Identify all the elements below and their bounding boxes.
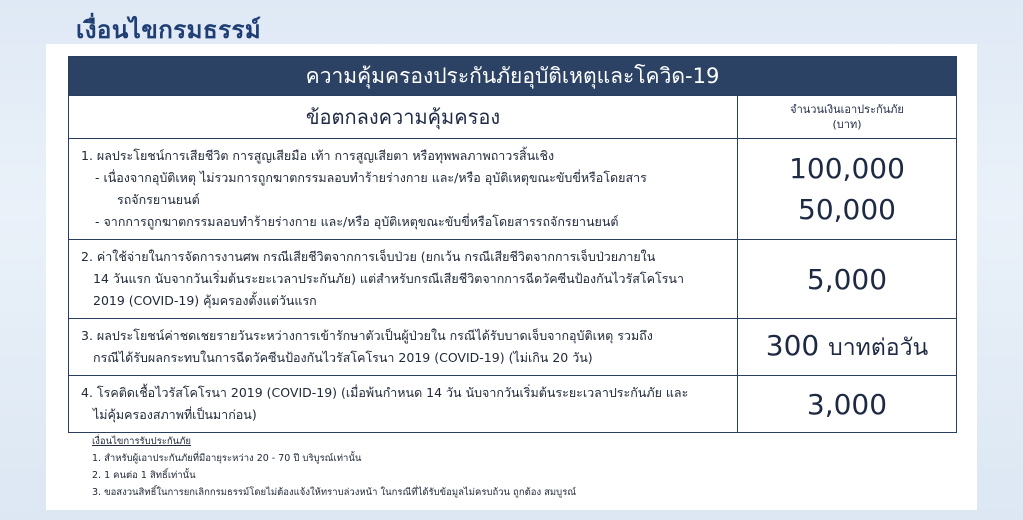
table-row — [69, 376, 957, 433]
item-text: ไม่คุ้มครองสภาพที่เป็นมาก่อน) — [93, 407, 257, 422]
coverage-item-3 — [69, 319, 738, 376]
column-header-amount — [738, 96, 957, 139]
table-banner: ความคุ้มครองประกันภัยอุบัติเหตุและโควิด-19 — [69, 57, 957, 96]
coverage-amount-1 — [738, 139, 957, 240]
amount-value: 100,000 — [789, 152, 905, 185]
coverage-amount-2: 5,000 — [738, 240, 957, 319]
column-header-coverage: ข้อตกลงความคุ้มครอง — [69, 96, 738, 139]
conditions-block — [92, 433, 576, 501]
coverage-item-1 — [69, 139, 738, 240]
coverage-amount-3 — [738, 319, 957, 376]
condition-item: 2. 1 คนต่อ 1 สิทธิ์เท่านั้น — [92, 470, 196, 481]
coverage-item-4 — [69, 376, 738, 433]
table-row — [69, 319, 957, 376]
column-header-amount-line1: จำนวนเงินเอาประกันภัย — [790, 103, 904, 116]
condition-item: 1. สำหรับผู้เอาประกันภัยที่มีอายุระหว่าง 20 - 70 ปี บริบูรณ์เท่านั้น — [92, 453, 362, 464]
item-text: 2. ค่าใช้จ่ายในการจัดการงานศพ กรณีเสียชีวิตจากการเจ็บป่วย (ยกเว้น กรณีเสียชีวิตจากการเจ็บป่วยภายใน — [81, 249, 656, 264]
page-title: เงื่อนไขกรมธรรม์ — [76, 16, 262, 44]
item-text: 2019 (COVID-19) คุ้มครองตั้งแต่วันแรก — [93, 293, 317, 308]
column-header-amount-line2: (บาท) — [832, 118, 862, 131]
amount-value: 300 — [765, 329, 820, 362]
table-row — [69, 240, 957, 319]
condition-item: 3. ขอสงวนสิทธิ์ในการยกเลิกกรมธรรม์โดยไม่ต้องแจ้งให้ทราบล่วงหน้า ในกรณีที่ได้รับข้อมูลไม่ครบถ้วน ถูกต้อง สมบูรณ์ — [92, 487, 577, 498]
item-text: - จากการถูกฆาตกรรมลอบทำร้ายร่างกาย และ/หรือ อุบัติเหตุขณะขับขี่หรือโดยสารรถจักรยานยนต์ — [95, 214, 619, 229]
item-text: 1. ผลประโยชน์การเสียชีวิต การสูญเสียมือ เท้า การสูญเสียตา หรือทุพพลภาพถาวรสิ้นเชิง — [81, 148, 555, 163]
coverage-panel — [46, 44, 977, 510]
coverage-table — [68, 56, 957, 433]
amount-unit: บาทต่อวัน — [828, 335, 929, 361]
item-text: - เนื่องจากอุบัติเหตุ ไม่รวมการถูกฆาตกรรมลอบทำร้ายร่างกาย และ/หรือ อุบัติเหตุขณะขับขี่หรือโดยสาร — [95, 170, 647, 185]
item-text: รถจักรยานยนต์ — [117, 192, 200, 207]
amount-value: 50,000 — [798, 193, 896, 226]
coverage-amount-4: 3,000 — [738, 376, 957, 433]
table-row — [69, 139, 957, 240]
item-text: 3. ผลประโยชน์ค่าชดเชยรายวันระหว่างการเข้ารักษาตัวเป็นผู้ป่วยใน กรณีได้รับบาดเจ็บจากอุบัติเหตุ รวมถึง — [81, 328, 653, 343]
item-text: 14 วันแรก นับจากวันเริ่มต้นระยะเวลาประกันภัย) แต่สำหรับกรณีเสียชีวิตจากการฉีดวัคซีนป้องกันไวรัสโคโรนา — [93, 271, 684, 286]
item-text: 4. โรคติดเชื้อไวรัสโคโรนา 2019 (COVID-19) (เมื่อพ้นกำหนด 14 วัน นับจากวันเริ่มต้นระยะเวลาประกันภัย และ — [81, 385, 689, 400]
coverage-item-2 — [69, 240, 738, 319]
conditions-title: เงื่อนไขการรับประกันภัย — [92, 436, 191, 447]
item-text: กรณีได้รับผลกระทบในการฉีดวัคซีนป้องกันไวรัสโคโรนา 2019 (COVID-19) (ไม่เกิน 20 วัน) — [93, 350, 593, 365]
